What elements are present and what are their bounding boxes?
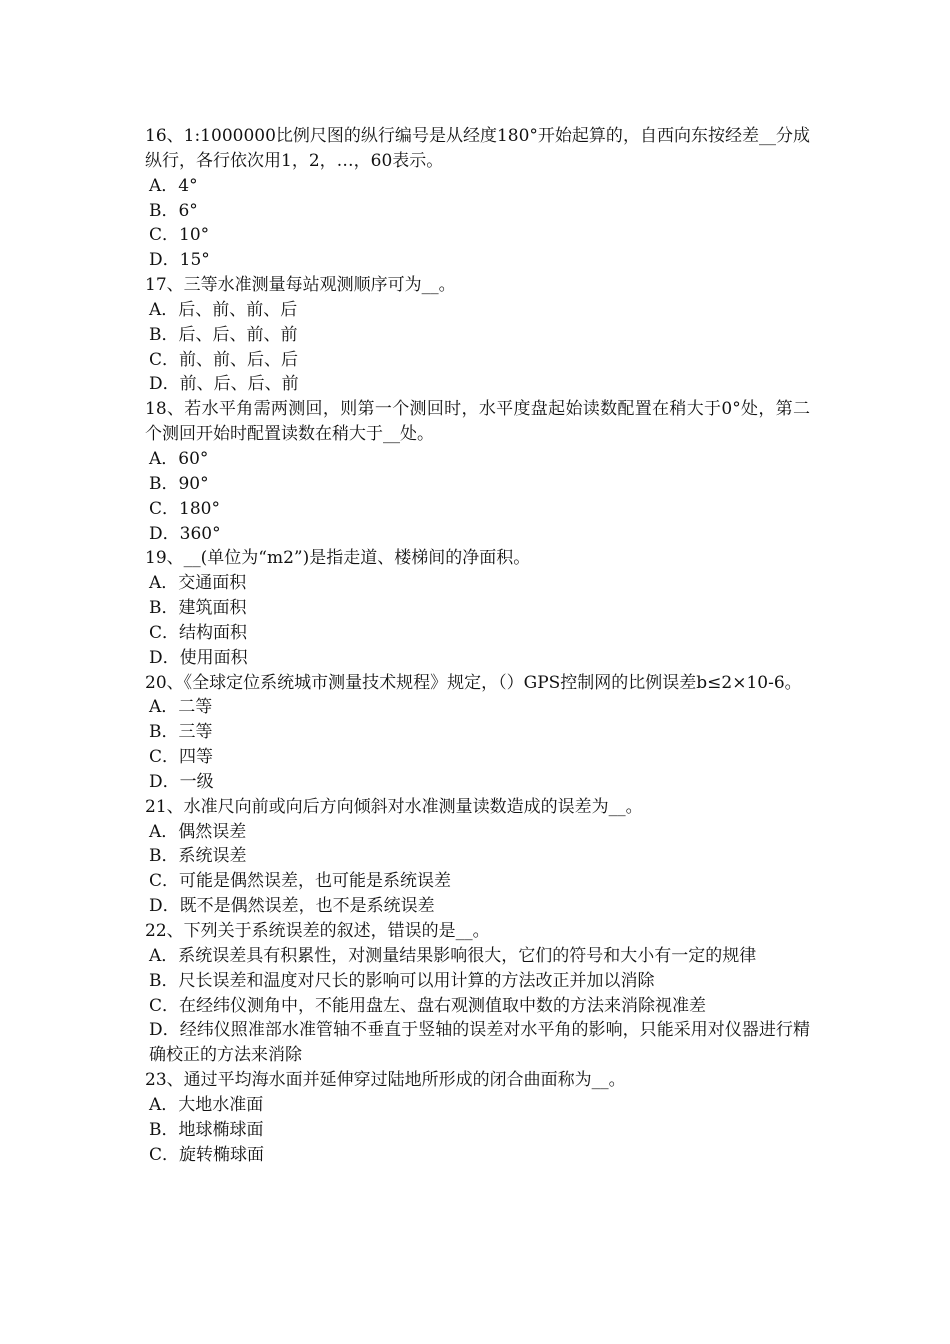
question-20-option-c: C．四等	[149, 747, 214, 768]
question-17-option-d: D．前、后、后、前	[149, 374, 299, 395]
question-22-option-b: B．尺长误差和温度对尺长的影响可以用计算的方法改正并加以消除	[149, 970, 655, 991]
question-23-option-a: A．大地水准面	[149, 1094, 264, 1115]
question-18-option-b: B．90°	[149, 473, 209, 494]
question-19-option-d: D．使用面积	[149, 647, 248, 668]
question-17-stem: 17、三等水准测量每站观测顺序可为__。	[145, 275, 456, 296]
question-21-option-b: B．系统误差	[149, 846, 247, 867]
question-17-option-a: A．后、前、前、后	[149, 299, 298, 320]
question-23-option-b: B．地球椭球面	[149, 1119, 264, 1140]
question-19-option-b: B．建筑面积	[149, 598, 247, 619]
question-19-option-a: A．交通面积	[149, 573, 247, 594]
question-18-stem: 18、若水平角需两测回，则第一个测回时，水平度盘起始读数配置在稍大于0°处，第二个测回开始时配置读数在稍大于__处。	[145, 399, 810, 445]
question-18-option-a: A．60°	[149, 448, 209, 469]
question-22-option-c: C．在经纬仪测角中，不能用盘左、盘右观测值取中数的方法来消除视准差	[149, 995, 707, 1016]
question-16-option-b: B．6°	[149, 200, 198, 221]
question-16-option-d: D．15°	[149, 250, 210, 271]
question-22-stem: 22、下列关于系统误差的叙述，错误的是__。	[145, 921, 490, 941]
question-16-option-a: A．4°	[149, 175, 198, 196]
question-22-option-a: A．系统误差具有积累性，对测量结果影响很大，它们的符号和大小有一定的规律	[149, 945, 757, 966]
question-19-option-c: C．结构面积	[149, 622, 248, 643]
question-18-option-c: C．180°	[149, 498, 220, 519]
question-20-option-a: A．二等	[149, 697, 213, 718]
question-20-option-b: B．三等	[149, 722, 213, 743]
question-20-option-d: D．一级	[149, 771, 214, 792]
question-16-stem: 16、1:1000000比例尺图的纵行编号是从经度180°开始起算的，自西向东按经差__分成纵行，各行依次用1，2，…，60表示。	[145, 126, 810, 171]
question-18-option-d: D．360°	[149, 523, 221, 544]
question-20-stem: 20、《全球定位系统城市测量技术规程》规定，（）GPS控制网的比例误差b≤2×10-6。	[145, 672, 802, 693]
question-21-stem: 21、水准尺向前或向后方向倾斜对水准测量读数造成的误差为__。	[145, 796, 643, 817]
question-17-option-b: B．后、后、前、前	[149, 324, 298, 345]
question-22-option-d: D．经纬仪照准部水准管轴不垂直于竖轴的误差对水平角的影响，只能采用对仪器进行精确校正的方法来消除	[149, 1020, 810, 1066]
question-16-option-c: C．10°	[149, 225, 210, 246]
question-21-option-c: C．可能是偶然误差，也可能是系统误差	[149, 871, 452, 892]
question-17-option-c: C．前、前、后、后	[149, 349, 299, 370]
document-page	[145, 124, 810, 1167]
question-19-stem: 19、__(单位为“m2”)是指走道、楼梯间的净面积。	[145, 548, 531, 569]
question-21-option-a: A．偶然误差	[149, 821, 247, 842]
question-23-option-c: C．旋转椭球面	[149, 1144, 265, 1165]
question-23-stem: 23、通过平均海水面并延伸穿过陆地所形成的闭合曲面称为__。	[145, 1070, 626, 1091]
question-21-option-d: D．既不是偶然误差，也不是系统误差	[149, 896, 435, 917]
